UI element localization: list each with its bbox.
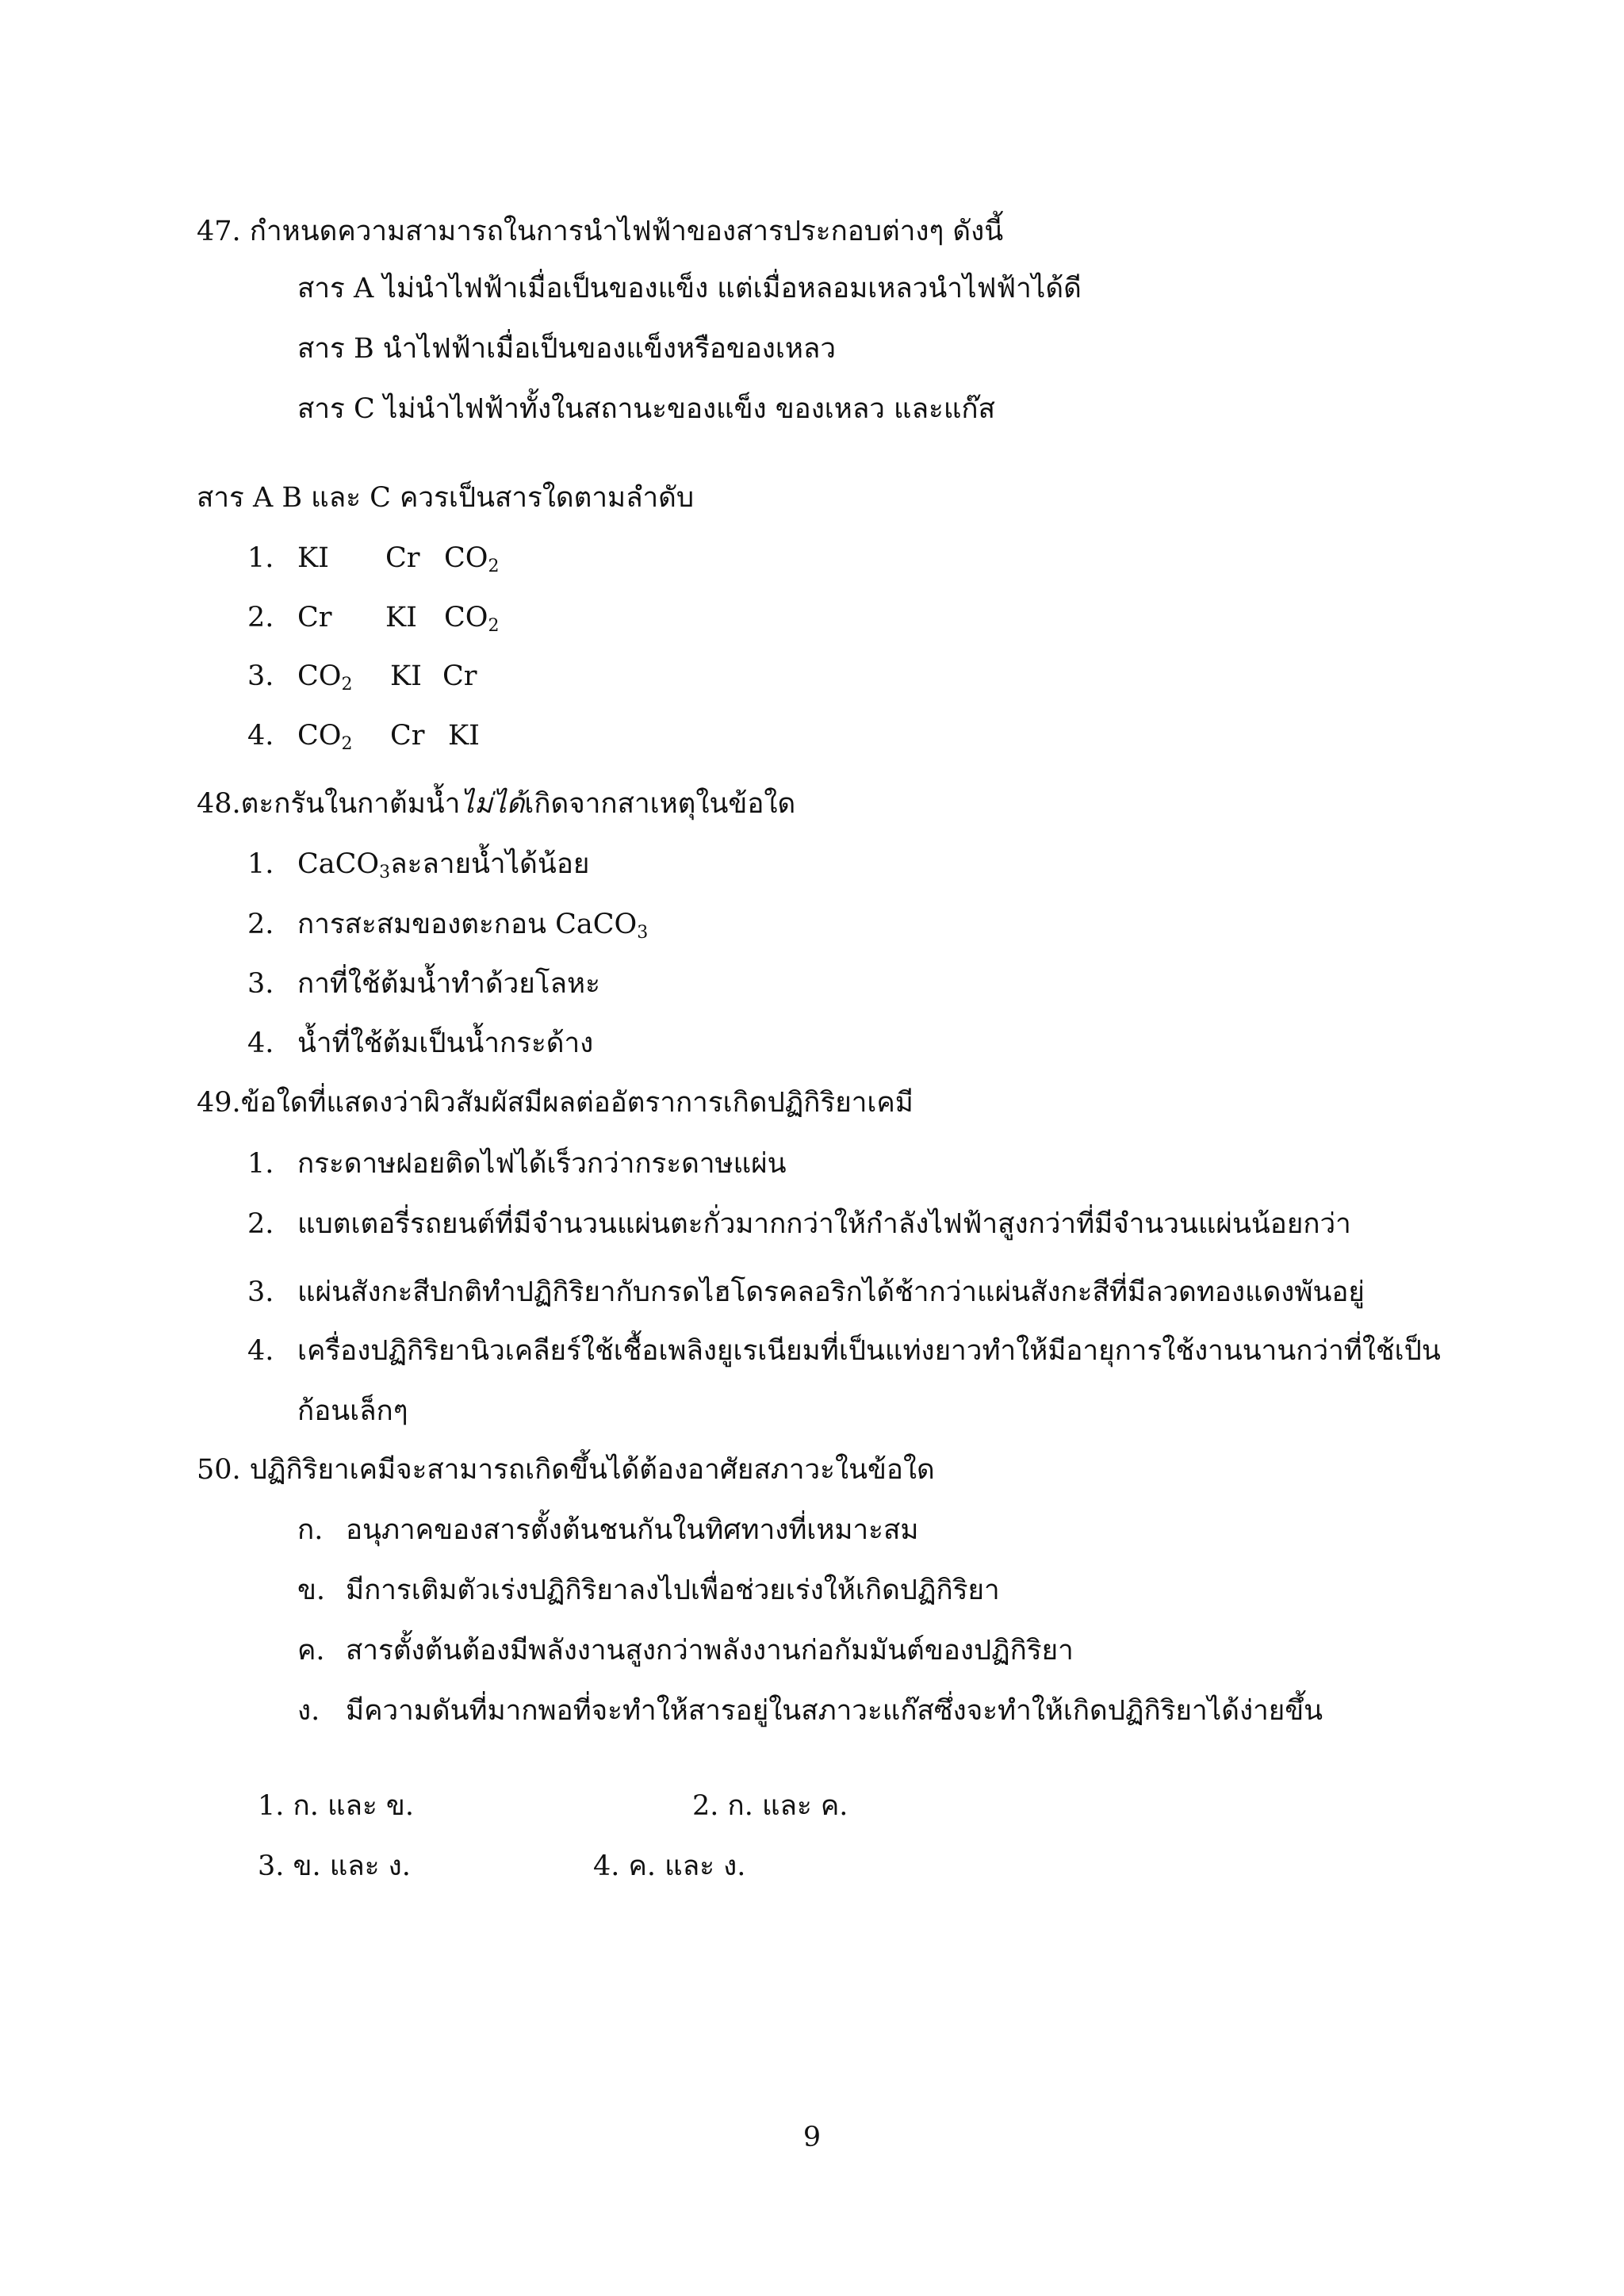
option-number: 3. xyxy=(247,968,274,1000)
option-cell: $CO_2$ xyxy=(444,602,500,636)
statement-label: ง. xyxy=(297,1695,320,1727)
option-cell: KI xyxy=(385,602,417,633)
statement-text: อนุภาคของสารตั้งต้นชนกันในทิศทางที่เหมาะสม xyxy=(346,1514,919,1546)
option-number: 3. xyxy=(247,660,274,692)
option-text: กระดาษฝอยติดไฟได้เร็วกว่ากระดาษแผ่น xyxy=(297,1148,787,1180)
option-cell: Cr xyxy=(297,602,332,633)
page-number: 9 xyxy=(802,2122,822,2153)
option-cell: KI xyxy=(448,720,480,752)
option-cell: $CO_2$ xyxy=(297,720,353,754)
statement-label: ข. xyxy=(297,1575,326,1606)
option-number: 4. xyxy=(247,1335,274,1367)
statement-text: มีความดันที่มากพอที่จะทำให้สารอยู่ในสภาวะแก๊สซึ่งจะทำให้เกิดปฏิกิริยาได้ง่ายขึ้น xyxy=(346,1695,1323,1727)
option-number: 1. xyxy=(247,1148,274,1180)
option-cell: Cr xyxy=(385,542,420,574)
question-47-prompt: สาร A B และ C ควรเป็นสารใดตามลำดับ xyxy=(197,482,695,514)
option-text: เครื่องปฏิกิริยานิวเคลียร์ใช้เชื้อเพลิงยูเรเนียมที่เป็นแท่งยาวทำให้มีอายุการใช้งานนานกว่าที่ใช้เป็น xyxy=(297,1335,1441,1367)
statement-b: สาร B นำไฟฟ้าเมื่อเป็นของแข็งหรือของเหลว xyxy=(297,333,837,365)
option-number: 4. xyxy=(247,720,274,752)
option-text: น้ำที่ใช้ต้มเป็นน้ำกระด้าง xyxy=(297,1027,594,1059)
option-cell: KI xyxy=(390,660,422,692)
option-cell: Cr xyxy=(390,720,425,752)
option-text: กาที่ใช้ต้มน้ำทำด้วยโลหะ xyxy=(297,968,600,1000)
statement-c: สาร C ไม่นำไฟฟ้าทั้งในสถานะของแข็ง ของเหลว และแก๊ส xyxy=(297,393,995,425)
option-cell: Cr xyxy=(442,660,477,692)
statement-text: มีการเติมตัวเร่งปฏิกิริยาลงไปเพื่อช่วยเร่งให้เกิดปฏิกิริยา xyxy=(346,1575,1000,1606)
option-number: 3. xyxy=(247,1276,274,1308)
answer-option-4: 4. ค. และ ง. xyxy=(593,1850,746,1882)
question-47: 47. กำหนดความสามารถในการนำไฟฟ้าของสารประกอบต่างๆ ดังนี้ xyxy=(197,216,1004,247)
answer-option-3: 3. ข. และ ง. xyxy=(258,1850,411,1882)
option-number: 2. xyxy=(247,1208,274,1240)
statement-text: สารตั้งต้นต้องมีพลังงานสูงกว่าพลังงานก่อกัมมันต์ของปฏิกิริยา xyxy=(346,1635,1074,1667)
option-number: 1. xyxy=(247,542,274,574)
statement-label: ค. xyxy=(297,1635,325,1667)
option-number: 2. xyxy=(247,909,274,940)
option-text: การสะสมของตะกอน CaCO$_3$ xyxy=(297,909,649,943)
option-number: 1. xyxy=(247,848,274,880)
question-49: 49.ข้อใดที่แสดงว่าผิวสัมผัสมีผลต่ออัตราการเกิดปฏิกิริยาเคมี xyxy=(197,1087,914,1119)
question-48: 48.ตะกรันในกาต้มน้ำไม่ได้เกิดจากสาเหตุในข้อใด xyxy=(197,788,796,820)
statement-label: ก. xyxy=(297,1514,324,1546)
answer-option-1: 1. ก. และ ข. xyxy=(258,1790,414,1822)
question-50: 50. ปฏิกิริยาเคมีจะสามารถเกิดขึ้นได้ต้องอาศัยสภาวะในข้อใด xyxy=(197,1454,935,1486)
option-number: 2. xyxy=(247,602,274,633)
option-text: CaCO$_3$ละลายน้ำได้น้อย xyxy=(297,848,590,882)
option-number: 4. xyxy=(247,1027,274,1059)
option-text: แผ่นสังกะสีปกติทำปฏิกิริยากับกรดไฮโดรคลอริกได้ช้ากว่าแผ่นสังกะสีที่มีลวดทองแดงพันอยู่ xyxy=(297,1276,1365,1308)
statement-a: สาร A ไม่นำไฟฟ้าเมื่อเป็นของแข็ง แต่เมื่อหลอมเหลวนำไฟฟ้าได้ดี xyxy=(297,273,1082,304)
option-cell: $CO_2$ xyxy=(297,660,353,695)
option-cell: $CO_2$ xyxy=(444,542,500,576)
option-text: แบตเตอรี่รถยนต์ที่มีจำนวนแผ่นตะกั่วมากกว่าให้กำลังไฟฟ้าสูงกว่าที่มีจำนวนแผ่นน้อยกว่า xyxy=(297,1208,1351,1240)
option-text-continued: ก้อนเล็กๆ xyxy=(297,1395,408,1427)
option-cell: KI xyxy=(297,542,329,574)
answer-option-2: 2. ก. และ ค. xyxy=(692,1790,848,1822)
